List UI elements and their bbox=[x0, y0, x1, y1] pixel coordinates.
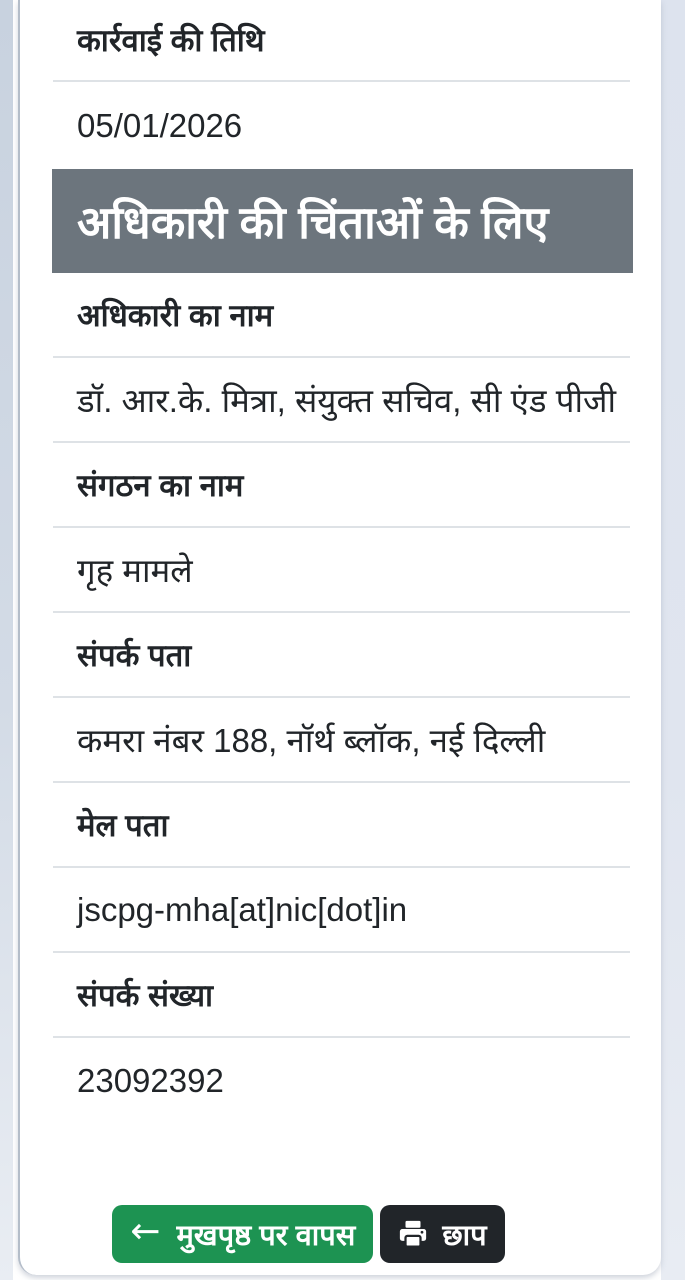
back-button-label: मुखपृष्ठ पर वापस bbox=[176, 1219, 356, 1252]
left-page-margin-strip bbox=[0, 0, 13, 1280]
arrow-left-icon: ← bbox=[130, 1211, 161, 1252]
printer-icon bbox=[398, 1219, 428, 1249]
action-buttons-row bbox=[20, 1205, 597, 1263]
section-header-officer-concerns: अधिकारी की चिंताओं के लिए bbox=[52, 169, 633, 273]
value-mail-address: jscpg-mha[at]nic[dot]in bbox=[53, 868, 630, 953]
label-action-date: कार्रवाई की तिथि bbox=[53, 0, 630, 82]
label-officer-name: अधिकारी का नाम bbox=[53, 273, 630, 358]
print-button-label: छाप bbox=[442, 1219, 487, 1252]
value-action-date: 05/01/2026 bbox=[77, 106, 243, 144]
label-mail-address: मेल पता bbox=[53, 783, 630, 868]
value-contact-address: कमरा नंबर 188, नॉर्थ ब्लॉक, नई दिल्ली bbox=[53, 698, 630, 783]
label-contact-number: संपर्क संख्या bbox=[53, 953, 630, 1038]
right-page-margin-strip bbox=[661, 0, 685, 1280]
print-button[interactable] bbox=[380, 1205, 504, 1263]
back-to-homepage-button[interactable] bbox=[112, 1205, 373, 1263]
label-contact-address: संपर्क पता bbox=[53, 613, 630, 698]
value-organization-name: गृह मामले bbox=[53, 528, 630, 613]
value-officer-name: डॉ. आर.के. मित्रा, संयुक्त सचिव, सी एंड पीजी bbox=[53, 358, 630, 443]
value-contact-number: 23092392 bbox=[77, 1061, 224, 1099]
officer-details-table bbox=[53, 0, 630, 1123]
label-organization-name: संगठन का नाम bbox=[53, 443, 630, 528]
content-card bbox=[18, 0, 661, 1275]
